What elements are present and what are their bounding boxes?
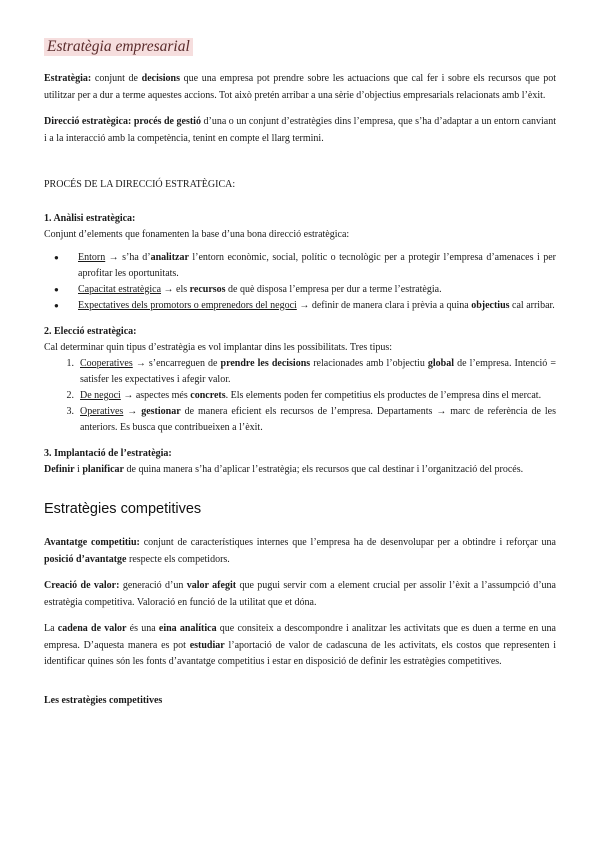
underlined-term: Capacitat estratègica: [78, 283, 162, 295]
section-analisi: [44, 211, 556, 314]
text: → definir de manera clara i prèvia a quina: [296, 299, 472, 311]
text: de què disposa l’empresa per dur a terme l’estratègia.: [225, 283, 442, 295]
bold-text: concrets: [190, 390, 226, 401]
text: de quina manera s’ha d’aplicar l’estratègia; els recursos que cal destinar i l’organització del procés.: [124, 464, 524, 475]
list-item: [66, 404, 556, 436]
list-item: [78, 250, 556, 282]
underlined-term: Expectatives dels promotors o emprenedors del negoci: [78, 299, 297, 311]
text: que una empresa pot prendre sobre les actuacions que cal fer i sobre els recursos que pot utilitzar per a dur a terme aquestes accions. Tot això pretén arribar a una sèrie d’objectius empresarials relacionats amb l’èxit.: [44, 73, 556, 101]
bold-text: valor afegit: [186, 580, 237, 591]
text: d’una o un conjunt d’estratègies dins l’empresa, que s’ha d’adaptar a un entorn canviant i a la interacció amb la competència, tenint en compte el llarg termini.: [44, 116, 557, 144]
text: l’aportació de valor de cadascuna de les activitats, els costos que representen i identificar quines són les fonts d’avantatge competitius i estar en disposició de definir les estratègies competitives.: [44, 639, 556, 667]
list-item: [78, 298, 556, 314]
definition-direccio: [44, 114, 556, 147]
definition-creacio-valor: [44, 578, 556, 611]
definition-avantatge: [44, 535, 556, 568]
title-highlight: [44, 38, 193, 56]
section-intro: Conjunt d’elements que fonamenten la base d’una bona direcció estratègica:: [44, 229, 350, 240]
section-body: [44, 462, 556, 479]
section-eleccio: [44, 324, 556, 437]
section-intro: Cal determinar quin tipus d’estratègia es vol implantar dins les possibilitats. Tres tipus:: [44, 341, 393, 353]
text: conjunt de característiques internes que l’empresa ha de desenvolupar per a obtindre i reforçar una: [139, 537, 556, 548]
heading-estrategies-competitives: Estratègies competitives: [44, 500, 202, 517]
text: → aspectes més: [120, 390, 191, 401]
bullet-list: [44, 250, 556, 314]
paragraph-cadena-valor: [44, 621, 556, 671]
text: de l’empresa. Intenció = satisfer les expectatives i afegir valor.: [80, 358, 557, 385]
section-heading: 1. Anàlisi estratègica:: [44, 213, 136, 224]
heading-2-wrap: [44, 501, 556, 518]
text: → s’ha d’: [105, 251, 151, 263]
bold-text: eina analítica: [158, 623, 217, 634]
bold-text: objectius: [471, 299, 510, 311]
bold-text: planificar: [82, 464, 124, 475]
bold-text: global: [427, 358, 455, 369]
term-direccio: Direcció estratègica:: [44, 116, 132, 127]
numbered-list: [44, 356, 556, 436]
subheading-estrategies: Les estratègies competitives: [44, 694, 163, 706]
underlined-term: De negoci: [80, 390, 121, 401]
text: →: [123, 406, 142, 417]
list-number: 2.: [66, 390, 74, 401]
bold-text: cadena de valor: [57, 623, 127, 634]
section-heading: 2. Elecció estratègica:: [44, 325, 137, 337]
text: → s’encarreguen de: [132, 358, 221, 369]
document-title: Estratègia empresarial: [47, 38, 190, 55]
list-item: [78, 282, 556, 298]
text: generació d’un: [119, 580, 187, 591]
text: . Els elements poden fer competitius els productes de l’empresa dins el mercat.: [225, 390, 542, 401]
text: conjunt de: [91, 73, 142, 84]
bold-text: procés de gestió: [131, 116, 201, 127]
text: i: [74, 464, 83, 475]
bold-text: estudiar: [189, 639, 225, 651]
text: cal arribar.: [509, 299, 555, 311]
bold-text: recursos: [189, 283, 226, 295]
bold-text: prendre les decisions: [220, 358, 311, 369]
text: és una: [126, 623, 159, 634]
text: relacionades amb l’objectiu: [310, 358, 428, 369]
bold-text: decisions: [141, 73, 180, 84]
underlined-term: Operatives: [80, 406, 124, 417]
term-estrategia: Estratègia:: [44, 73, 92, 84]
text: que pugui servir com a element crucial per assolir l’èxit a l’assumpció d’una estratègia competitiva. Valoració en funció de la utilitat que et dóna.: [44, 580, 556, 608]
process-heading: PROCÉS DE LA DIRECCIÓ ESTRATÈGICA:: [44, 179, 236, 190]
list-number: 3.: [66, 406, 74, 417]
list-number: 1.: [66, 358, 74, 369]
bold-text: posició d’avantatge: [44, 553, 127, 565]
bold-text: gestionar: [141, 406, 181, 417]
term-creacio-valor: Creació de valor:: [44, 580, 120, 591]
underlined-term: Entorn: [78, 251, 106, 263]
text: La: [44, 623, 58, 634]
definition-estrategia: [44, 71, 556, 104]
underlined-term: Cooperatives: [80, 358, 133, 369]
bold-text: Definir: [44, 464, 75, 475]
text: respecte els competidors.: [126, 553, 230, 565]
list-item: [66, 388, 556, 404]
text: que consiteix a descompondre i analitzar les activitats que es duen a terme en una empresa. D’aquesta manera es pot: [44, 623, 556, 651]
bold-text: analitzar: [150, 251, 189, 263]
text: → els: [161, 283, 190, 295]
list-item: [66, 356, 557, 388]
section-implantacio: [44, 446, 556, 479]
section-heading: 3. Implantació de l’estratègia:: [44, 448, 172, 459]
text: l’entorn econòmic, social, polític o tecnològic per a protegir l’empresa d’amenaces i per aprofitar les oportunitats.: [78, 251, 556, 279]
text: de manera eficient els recursos de l’empresa. Departaments → marc de referència de les anteriors. Es busca que contribueixen a l’èxit.: [80, 406, 556, 433]
term-avantatge: Avantatge competitiu:: [44, 537, 140, 548]
